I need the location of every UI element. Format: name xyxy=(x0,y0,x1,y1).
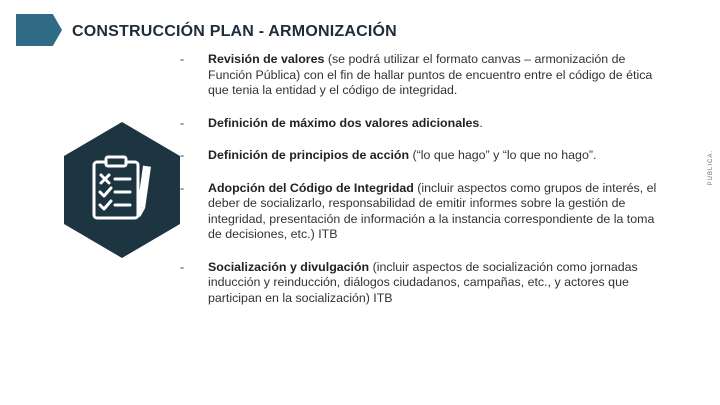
item-heading: Socialización y divulgación xyxy=(208,259,370,274)
action-list xyxy=(180,52,660,323)
item-heading: Adopción del Código de Integridad xyxy=(208,180,414,195)
list-dash: - xyxy=(180,115,185,130)
list-dash: - xyxy=(180,180,185,195)
list-item xyxy=(180,148,660,164)
list-item xyxy=(180,52,660,99)
item-text: (incluir aspectos de socialización como jornadas inducción y reinducción, diálogos ciudadanos, campañas, etc., y actores que participan en la socialización) ITB xyxy=(208,259,638,305)
list-dash: - xyxy=(180,148,185,162)
item-heading: Revisión de valores xyxy=(208,52,325,66)
list-dash: - xyxy=(180,52,185,66)
checklist-clipboard-icon xyxy=(60,120,184,260)
item-text: (se podrá utilizar el formato canvas – armonización de Función Pública) con el fin de hallar puntos de encuentro entre el código de ética que tenia la entidad y el código de integridad. xyxy=(208,52,653,97)
list-item xyxy=(180,116,660,132)
list-dash: - xyxy=(180,259,185,274)
item-heading: Definición de principios de acción xyxy=(208,148,410,162)
item-text: . xyxy=(479,115,483,130)
list-item xyxy=(180,260,660,307)
item-heading: Definición de máximo dos valores adicionales xyxy=(208,115,480,130)
item-text: (incluir aspectos como grupos de interés, el deber de socializarlo, responsabilidad de emitir informes sobre la gestión de integridad, presentación de información a la instancia correspondiente de la toma de decisiones, etc.) ITB xyxy=(208,180,657,241)
item-text: (“lo que hago” y “lo que no hago”. xyxy=(409,148,597,162)
title-accent-block xyxy=(16,14,62,46)
list-item xyxy=(180,181,660,243)
slide-title: CONSTRUCCIÓN PLAN - ARMONIZACIÓN xyxy=(72,23,397,40)
side-label: PÚBLICA. xyxy=(708,150,714,186)
